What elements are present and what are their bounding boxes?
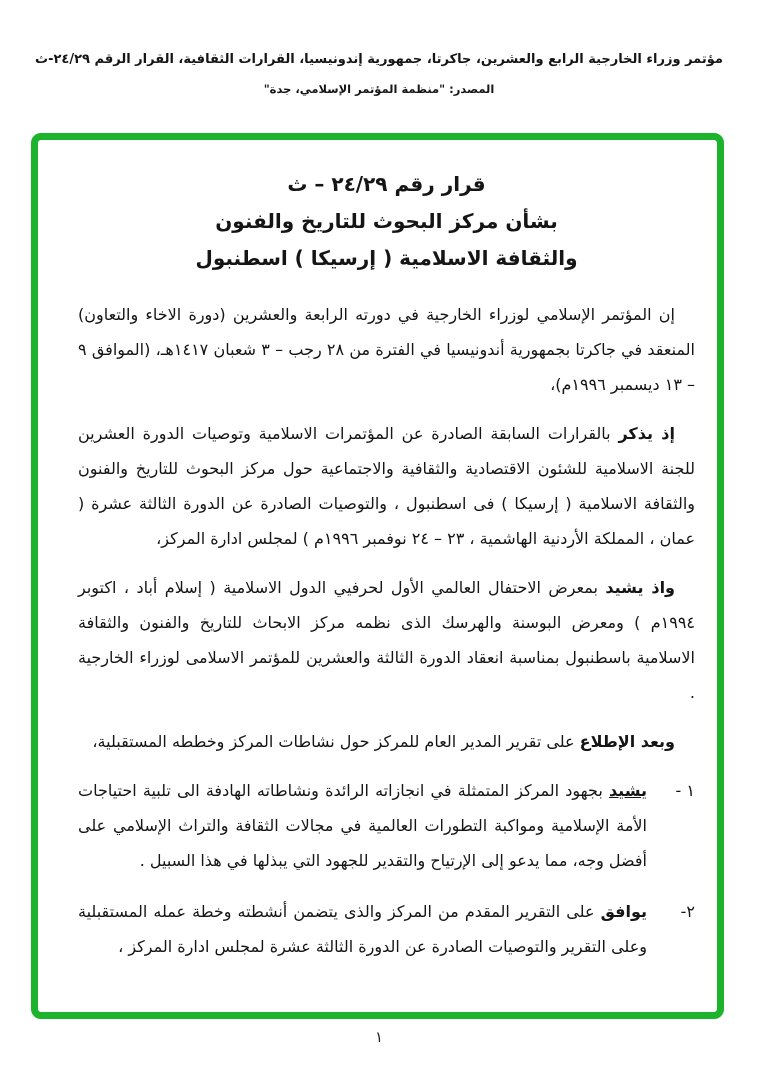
resolution-title-line-2: بشأن مركز البحوث للتاريخ والفنون xyxy=(215,209,558,233)
item-1-number: ١ - xyxy=(675,781,695,800)
item-2-text: على التقرير المقدم من المركز والذى يتضمن أنشطته وخطة عمله المستقبلية وعلى التقرير والتوصيات الصادرة عن الدورة الثالثة عشرة لمجلس ادارة المركز ، xyxy=(78,902,647,956)
item-2-lead: يوافق xyxy=(600,902,647,921)
resolution-title-line-1: قرار رقم ٢٤/٢٩ – ث xyxy=(287,172,486,196)
item-2-text-block xyxy=(78,894,647,964)
having-reviewed-text: على تقرير المدير العام للمركز حول نشاطات المركز وخططه المستقبلية، xyxy=(92,732,580,751)
header-publisher-line: المصدر: "منظمة المؤتمر الإسلامي، جدة" xyxy=(263,82,495,96)
document-header xyxy=(0,52,758,96)
commending-lead: واذ يشيد xyxy=(605,578,676,597)
resolution-title-line-3: والثقافة الاسلامية ( إرسيكا ) اسطنبول xyxy=(195,246,578,270)
green-border-frame xyxy=(31,133,724,1019)
commending-text: بمعرض الاحتفال العالمي الأول لحرفيي الدول الاسلامية ( إسلام أباد ، اكتوبر ١٩٩٤م ) ومعرض البوسنة والهرسك الذى نظمه مركز الابحاث للتاريخ والفنون والثقافة الاسلامية باسطنبول بمناسبة انعقاد الدورة الثالثة والعشرين للمؤتمر الاسلامى لوزراء الخارجية . xyxy=(78,578,695,702)
preamble-paragraph xyxy=(78,297,695,402)
having-reviewed-lead: وبعد الإطلاع xyxy=(579,732,675,751)
having-reviewed-paragraph xyxy=(78,724,695,759)
resolution-body xyxy=(38,140,717,964)
page-number: ١ xyxy=(374,1028,384,1046)
item-2-number: ٢- xyxy=(680,902,695,921)
recalling-text: بالقرارات السابقة الصادرة عن المؤتمرات الاسلامية وتوصيات الدورة العشرين للجنة الاسلامية للشئون الاقتصادية والثقافية والاجتماعية حول مركز البحوث للتاريخ والفنون والثقافة الاسلامية ( إرسيكا ) فى اسطنبول ، والتوصيات الصادرة عن الدورة الثالثة عشرة ( عمان ، المملكة الأردنية الهاشمية ، ٢٣ – ٢٤ نوفمبر ١٩٩٦م ) لمجلس ادارة المركز، xyxy=(78,424,695,548)
recalling-lead: إذ يذكر xyxy=(618,424,675,443)
commending-paragraph xyxy=(78,570,695,710)
resolution-item-1 xyxy=(78,773,695,878)
resolution-title xyxy=(78,166,695,277)
item-1-lead: يشيد xyxy=(608,781,647,800)
item-1-text: بجهود المركز المتمثلة في انجازاته الرائدة ونشاطاته الهادفة الى تلبية احتياجات الأمة الإسلامية ومواكبة التطورات العالمية في مجالات الثقافة والتراث الإسلامي على أفضل وجه، مما يدعو إلى الإرتياح والتقدير للجهود التي يبذلها في هذا السبيل . xyxy=(78,781,647,870)
header-source-line: مؤتمر وزراء الخارجية الرابع والعشرين، جاكرتا، جمهورية إندونيسيا، القرارات الثقافية، القرار الرقم ٢٤/٢٩-ث xyxy=(35,52,723,67)
recalling-paragraph xyxy=(78,416,695,556)
item-1-text-block xyxy=(78,773,647,878)
preamble-text: إن المؤتمر الإسلامي لوزراء الخارجية في دورته الرابعة والعشرين (دورة الاخاء والتعاون) المنعقد في جاكرتا بجمهورية أندونيسيا في الفترة من ٢٨ رجب – ٣ شعبان ١٤١٧هـ، (الموافق ٩ – ١٣ ديسمبر ١٩٩٦م)، xyxy=(78,305,696,394)
resolution-item-2 xyxy=(78,894,695,964)
